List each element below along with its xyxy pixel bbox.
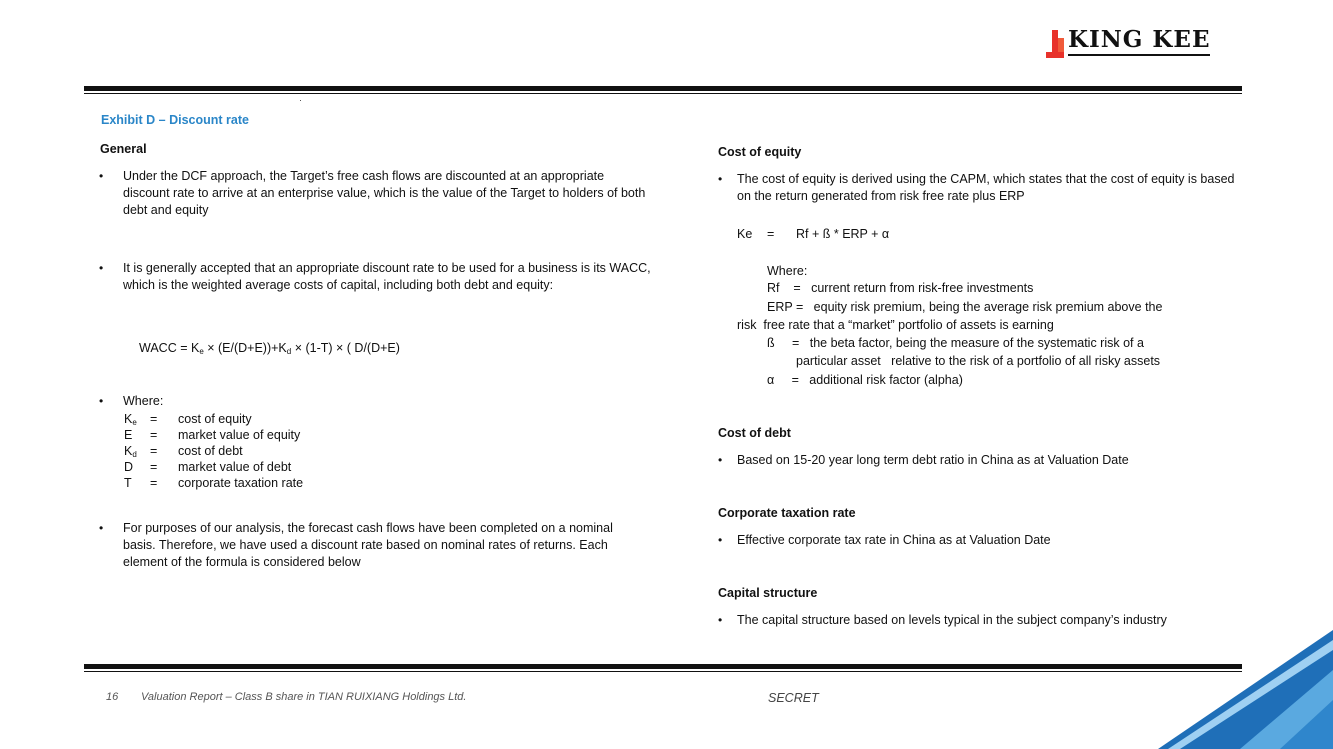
capm-erp-line: ERP = equity risk premium, being the average risk premium above the [767, 300, 1163, 314]
wacc-formula-prefix: WACC = K [139, 341, 200, 355]
definitions-list [124, 411, 303, 491]
definition-row: $K_d = \cos t$ of debt [124, 444, 243, 459]
wacc-formula [139, 340, 400, 356]
header-rule-thin [84, 93, 1242, 94]
general-bullet-2: It is generally accepted that an appropriate discount rate to be used for a business is its WACC, which is the weighted average costs of capital, including both debt and equity: [123, 261, 651, 292]
cost-of-equity-bullet: The cost of equity is derived using the CAPM, which states that the cost of equity is based on the return generated from risk free rate plus ERP [737, 172, 1235, 203]
exhibit-title: Exhibit D – Discount rate [101, 113, 249, 127]
capm-beta-line: ß = the beta factor, being the measure of the systematic risk of a [767, 336, 1144, 350]
logo-text: KING KEE [1068, 26, 1210, 56]
general-bullet-1: Under the DCF approach, the Target’s free cash flows are discounted at an appropriate discount rate to arrive at an enterprise value, which is the value of the Target to holders of both debt and equity [123, 169, 646, 217]
definition-row: T = corporate taxation rate [124, 476, 304, 490]
bullet-icon: • [718, 533, 723, 547]
footer-rule-thick [84, 664, 1242, 669]
header-rule-thick [84, 86, 1242, 91]
bullet-icon: • [718, 453, 723, 467]
bullet-icon: • [718, 613, 723, 627]
where-label: Where: [123, 394, 164, 408]
company-logo [1046, 26, 1241, 58]
general-bullet-4: For purposes of our analysis, the forecast cash flows have been completed on a nominal basis. Therefore, we have used a discount rate based on nominal rates of returns. Each element of the formula is considered below [123, 521, 613, 569]
bullet-icon: • [99, 394, 104, 408]
bullet-icon: • [99, 521, 104, 535]
capm-erp-continuation: risk free rate that a “market” portfolio of assets is earning [737, 318, 1054, 332]
capm-alpha-line: α = additional risk factor (alpha) [767, 373, 963, 387]
footer-rule-thin [84, 671, 1242, 672]
classification-label: SECRET [768, 691, 819, 705]
divider-tick [300, 100, 301, 101]
corner-decoration [1150, 630, 1333, 749]
cost-of-debt-heading: Cost of debt [718, 426, 791, 440]
corporate-tax-heading: Corporate taxation rate [718, 506, 856, 520]
capm-rf-line: Rf = current return from risk-free investments [767, 281, 1034, 295]
wacc-formula-mid2: × (1-T) × ( D/(D+E) [291, 341, 400, 355]
ke-formula: Ke = Rf + ß * ERP + α [737, 227, 890, 241]
capm-where-label: Where: [767, 264, 808, 278]
capital-structure-bullet: The capital structure based on levels typical in the subject company’s industry [737, 613, 1167, 627]
bullet-icon: • [99, 261, 104, 275]
footer-report-title: Valuation Report – Class B share in TIAN RUIXIANG Holdings Ltd. [141, 691, 467, 703]
page-number: 16 [106, 691, 119, 703]
definition-row: E = market value of equity [124, 428, 301, 442]
cost-of-debt-bullet: Based on 15-20 year long term debt ratio in China as at Valuation Date [737, 453, 1129, 467]
definition-row: D = market value of debt [124, 460, 292, 474]
bullet-icon: • [99, 169, 104, 183]
general-heading: General [100, 142, 147, 156]
capm-beta-continuation: particular asset relative to the risk of a portfolio of all risky assets [796, 354, 1161, 368]
bullet-icon: • [718, 172, 723, 186]
corporate-tax-bullet: Effective corporate tax rate in China as at Valuation Date [737, 533, 1051, 547]
wacc-sub-e: e [199, 347, 204, 356]
wacc-sub-d: d [286, 347, 292, 356]
definition-row: $K_e = \cos t$ of equity [124, 412, 252, 427]
logo-mark-icon [1046, 30, 1064, 58]
cost-of-equity-heading: Cost of equity [718, 145, 802, 159]
capital-structure-heading: Capital structure [718, 586, 818, 600]
wacc-formula-mid1: × (E/(D+E))+K [203, 341, 287, 355]
